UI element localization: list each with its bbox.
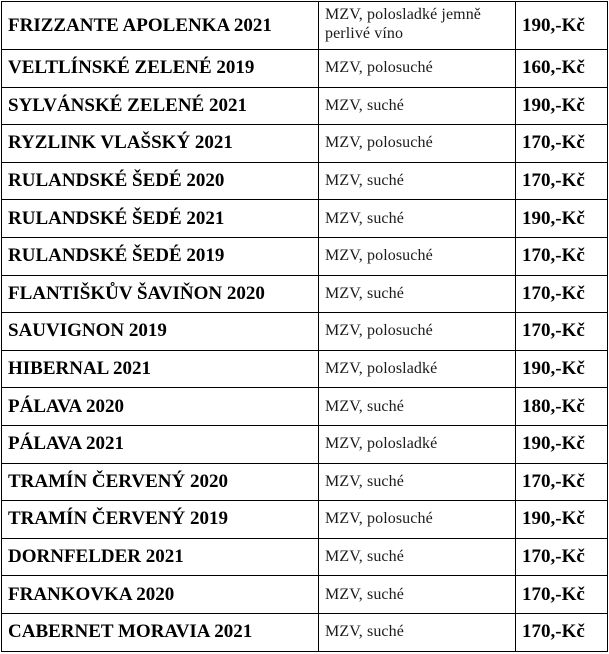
table-row — [2, 613, 608, 651]
wine-description: MZV, suché — [319, 200, 516, 238]
wine-price: 170,-Kč — [516, 275, 608, 313]
wine-price: 190,-Kč — [516, 425, 608, 463]
wine-description: MZV, polosladké jemně perlivé víno — [319, 2, 516, 50]
wine-price: 170,-Kč — [516, 162, 608, 200]
table-row — [2, 538, 608, 576]
wine-name: RULANDSKÉ ŠEDÉ 2021 — [2, 200, 319, 238]
wine-description: MZV, suché — [319, 388, 516, 426]
wine-description: MZV, polosuché — [319, 313, 516, 351]
wine-price: 160,-Kč — [516, 50, 608, 88]
table-row — [2, 162, 608, 200]
wine-price: 190,-Kč — [516, 200, 608, 238]
wine-name: TRAMÍN ČERVENÝ 2019 — [2, 501, 319, 539]
wine-description: MZV, suché — [319, 87, 516, 125]
wine-price: 170,-Kč — [516, 237, 608, 275]
wine-name: FLANTIŠKŮV ŠAVIŇON 2020 — [2, 275, 319, 313]
wine-price: 170,-Kč — [516, 313, 608, 351]
table-row — [2, 50, 608, 88]
wine-price: 170,-Kč — [516, 613, 608, 651]
wine-price: 190,-Kč — [516, 350, 608, 388]
wine-description: MZV, polosuché — [319, 125, 516, 163]
table-row — [2, 125, 608, 163]
wine-price: 170,-Kč — [516, 576, 608, 614]
wine-name: RULANDSKÉ ŠEDÉ 2020 — [2, 162, 319, 200]
wine-description: MZV, suché — [319, 275, 516, 313]
table-row — [2, 501, 608, 539]
wine-price-table — [1, 1, 608, 652]
wine-description: MZV, suché — [319, 162, 516, 200]
wine-price: 180,-Kč — [516, 388, 608, 426]
table-row — [2, 2, 608, 50]
wine-description: MZV, polosuché — [319, 501, 516, 539]
wine-name: RYZLINK VLAŠSKÝ 2021 — [2, 125, 319, 163]
wine-price: 170,-Kč — [516, 463, 608, 501]
wine-name: TRAMÍN ČERVENÝ 2020 — [2, 463, 319, 501]
wine-name: DORNFELDER 2021 — [2, 538, 319, 576]
table-row — [2, 200, 608, 238]
table-row — [2, 87, 608, 125]
wine-price: 190,-Kč — [516, 501, 608, 539]
wine-description: MZV, polosuché — [319, 50, 516, 88]
wine-description: MZV, polosladké — [319, 350, 516, 388]
wine-name: FRIZZANTE APOLENKA 2021 — [2, 2, 319, 50]
wine-description: MZV, polosladké — [319, 425, 516, 463]
wine-description: MZV, suché — [319, 576, 516, 614]
wine-price: 170,-Kč — [516, 125, 608, 163]
wine-name: FRANKOVKA 2020 — [2, 576, 319, 614]
wine-name: VELTLÍNSKÉ ZELENÉ 2019 — [2, 50, 319, 88]
table-row — [2, 313, 608, 351]
wine-description: MZV, suché — [319, 463, 516, 501]
wine-price: 170,-Kč — [516, 538, 608, 576]
wine-price: 190,-Kč — [516, 87, 608, 125]
wine-name: RULANDSKÉ ŠEDÉ 2019 — [2, 237, 319, 275]
wine-description: MZV, suché — [319, 538, 516, 576]
table-row — [2, 350, 608, 388]
wine-description: MZV, suché — [319, 613, 516, 651]
wine-name: PÁLAVA 2020 — [2, 388, 319, 426]
wine-name: CABERNET MORAVIA 2021 — [2, 613, 319, 651]
table-row — [2, 275, 608, 313]
wine-name: HIBERNAL 2021 — [2, 350, 319, 388]
table-row — [2, 388, 608, 426]
wine-name: SYLVÁNSKÉ ZELENÉ 2021 — [2, 87, 319, 125]
wine-name: SAUVIGNON 2019 — [2, 313, 319, 351]
table-row — [2, 425, 608, 463]
table-row — [2, 463, 608, 501]
wine-price: 190,-Kč — [516, 2, 608, 50]
table-row — [2, 237, 608, 275]
wine-description: MZV, polosuché — [319, 237, 516, 275]
wine-name: PÁLAVA 2021 — [2, 425, 319, 463]
table-row — [2, 576, 608, 614]
